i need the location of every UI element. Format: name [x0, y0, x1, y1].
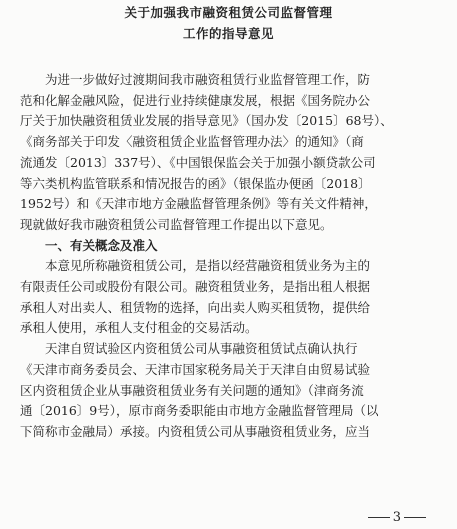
body-line: 厅关于加快融资租赁业发展的指导意见》（国办发〔2015〕68号）、 — [20, 113, 393, 129]
page-number-dash-right — [404, 517, 426, 518]
body-line: 区内资租赁企业从事融资租赁业务有关问题的通知》（津商务流 — [20, 382, 364, 398]
document-title — [0, 3, 457, 44]
title-line-1: 关于加强我市融资租赁公司监督管理 — [124, 5, 333, 20]
body-line: 天津自贸试验区内资租赁公司从事融资租赁试点确认执行 — [20, 341, 358, 357]
body-line: 《商务部关于印发〈融资租赁企业监督管理办法〉的通知》（商 — [20, 134, 364, 150]
body-line: 现就做好我市融资租赁公司监督管理工作提出以下意见。 — [20, 216, 333, 232]
body-line: 通〔2016〕9号），原市商务委职能由市地方金融监督管理局（以 — [20, 403, 379, 419]
body-line: 有限责任公司或股份有限公司。融资租赁业务，是指出租人根据 — [20, 279, 371, 295]
body-line: 承租人使用，承租人支付租金的交易活动。 — [20, 320, 258, 336]
body-line: 本意见所称融资租赁公司，是指以经营融资租赁业务为主的 — [20, 258, 371, 274]
page-number-footer — [365, 510, 429, 526]
page-number-dash-left — [368, 517, 390, 518]
body-line: 范和化解金融风险，促进行业持续健康发展，根据《国务院办公 — [20, 92, 371, 108]
body-line: 《天津市商务委员会、天津市国家税务局关于天津自由贸易试验 — [20, 361, 371, 377]
document-body — [20, 70, 438, 443]
title-line-2: 工作的指导意见 — [182, 25, 274, 41]
body-line: 承租人对出卖人、租赁物的选择，向出卖人购买租赁物，提供给 — [20, 299, 371, 315]
body-line: 下简称市金融局）承接。内资租赁公司从事融资租赁业务，应当 — [20, 423, 371, 439]
page-number: 3 — [392, 510, 401, 525]
section-heading: 一、有关概念及准入 — [20, 237, 158, 253]
body-line: 为进一步做好过渡期间我市融资租赁行业监督管理工作，防 — [20, 72, 371, 87]
body-line: 流通发〔2013〕337号）、《中国银保监会关于加强小额贷款公司 — [20, 154, 376, 170]
body-line: 等六类机构监管联系和情况报告的函》（银保监办便函〔2018〕 — [20, 175, 371, 191]
body-line: 1952号）和《天津市地方金融监督管理条例》等有关文件精神， — [20, 196, 377, 212]
